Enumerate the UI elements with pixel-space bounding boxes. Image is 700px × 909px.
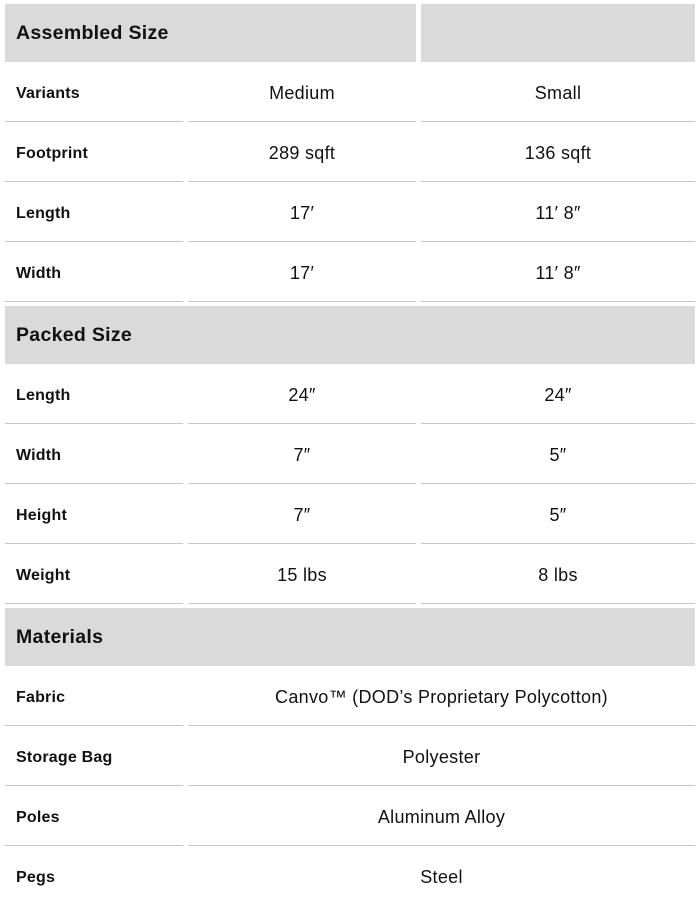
spec-row-storage-bag	[5, 730, 695, 786]
section-row-packed-size	[5, 306, 695, 364]
spec-label-footprint: Footprint	[5, 126, 183, 182]
spec-row-pegs	[5, 850, 695, 905]
spec-label-storage-bag: Storage Bag	[5, 730, 183, 786]
spec-label-height: Height	[5, 488, 183, 544]
spec-value-length-medium: 24″	[188, 368, 416, 424]
spec-value-weight-small: 8 lbs	[421, 548, 695, 604]
spec-label-pegs: Pegs	[16, 868, 56, 886]
spec-value-width-small: 11′ 8″	[421, 246, 695, 302]
spec-row-length	[5, 186, 695, 242]
spec-label-width: Width	[5, 246, 183, 302]
spec-row-length	[5, 368, 695, 424]
spec-value-height-small: 5″	[421, 488, 695, 544]
spec-value-variants-small: Small	[421, 66, 695, 122]
spec-row-footprint	[5, 126, 695, 182]
spec-value-width-medium: 17′	[188, 246, 416, 302]
spec-label-weight: Weight	[5, 548, 183, 604]
spec-row-width	[5, 428, 695, 484]
section-row-materials	[5, 608, 695, 666]
spec-label-length: Length	[5, 368, 183, 424]
spec-row-height	[5, 488, 695, 544]
spec-row-poles	[5, 790, 695, 846]
spec-value-pegs: Steel	[420, 867, 463, 887]
spec-value-fabric: Canvo™ (DOD’s Proprietary Polycotton)	[188, 670, 695, 726]
spec-value-length-medium: 17′	[188, 186, 416, 242]
section-header-packed-size: Packed Size	[5, 306, 695, 364]
spec-value-length-small: 11′ 8″	[421, 186, 695, 242]
spec-label-fabric: Fabric	[5, 670, 183, 726]
section-header-spacer	[421, 4, 695, 62]
spec-value-weight-medium: 15 lbs	[188, 548, 416, 604]
spec-table-body	[5, 4, 695, 905]
section-header-materials: Materials	[5, 608, 695, 666]
section-row-assembled-size	[5, 4, 695, 62]
spec-value-height-medium: 7″	[188, 488, 416, 544]
spec-value-poles: Aluminum Alloy	[188, 790, 695, 846]
spec-row-width	[5, 246, 695, 302]
spec-row-weight	[5, 548, 695, 604]
spec-value-width-medium: 7″	[188, 428, 416, 484]
spec-row-variants	[5, 66, 695, 122]
spec-value-variants-medium: Medium	[188, 66, 416, 122]
spec-value-footprint-medium: 289 sqft	[188, 126, 416, 182]
section-header-assembled-size: Assembled Size	[5, 4, 416, 62]
spec-value-width-small: 5″	[421, 428, 695, 484]
spec-value-footprint-small: 136 sqft	[421, 126, 695, 182]
spec-value-length-small: 24″	[421, 368, 695, 424]
spec-value-storage-bag: Polyester	[188, 730, 695, 786]
spec-label-length: Length	[5, 186, 183, 242]
spec-label-width: Width	[5, 428, 183, 484]
spec-label-variants: Variants	[5, 66, 183, 122]
spec-row-fabric	[5, 670, 695, 726]
spec-label-poles: Poles	[5, 790, 183, 846]
